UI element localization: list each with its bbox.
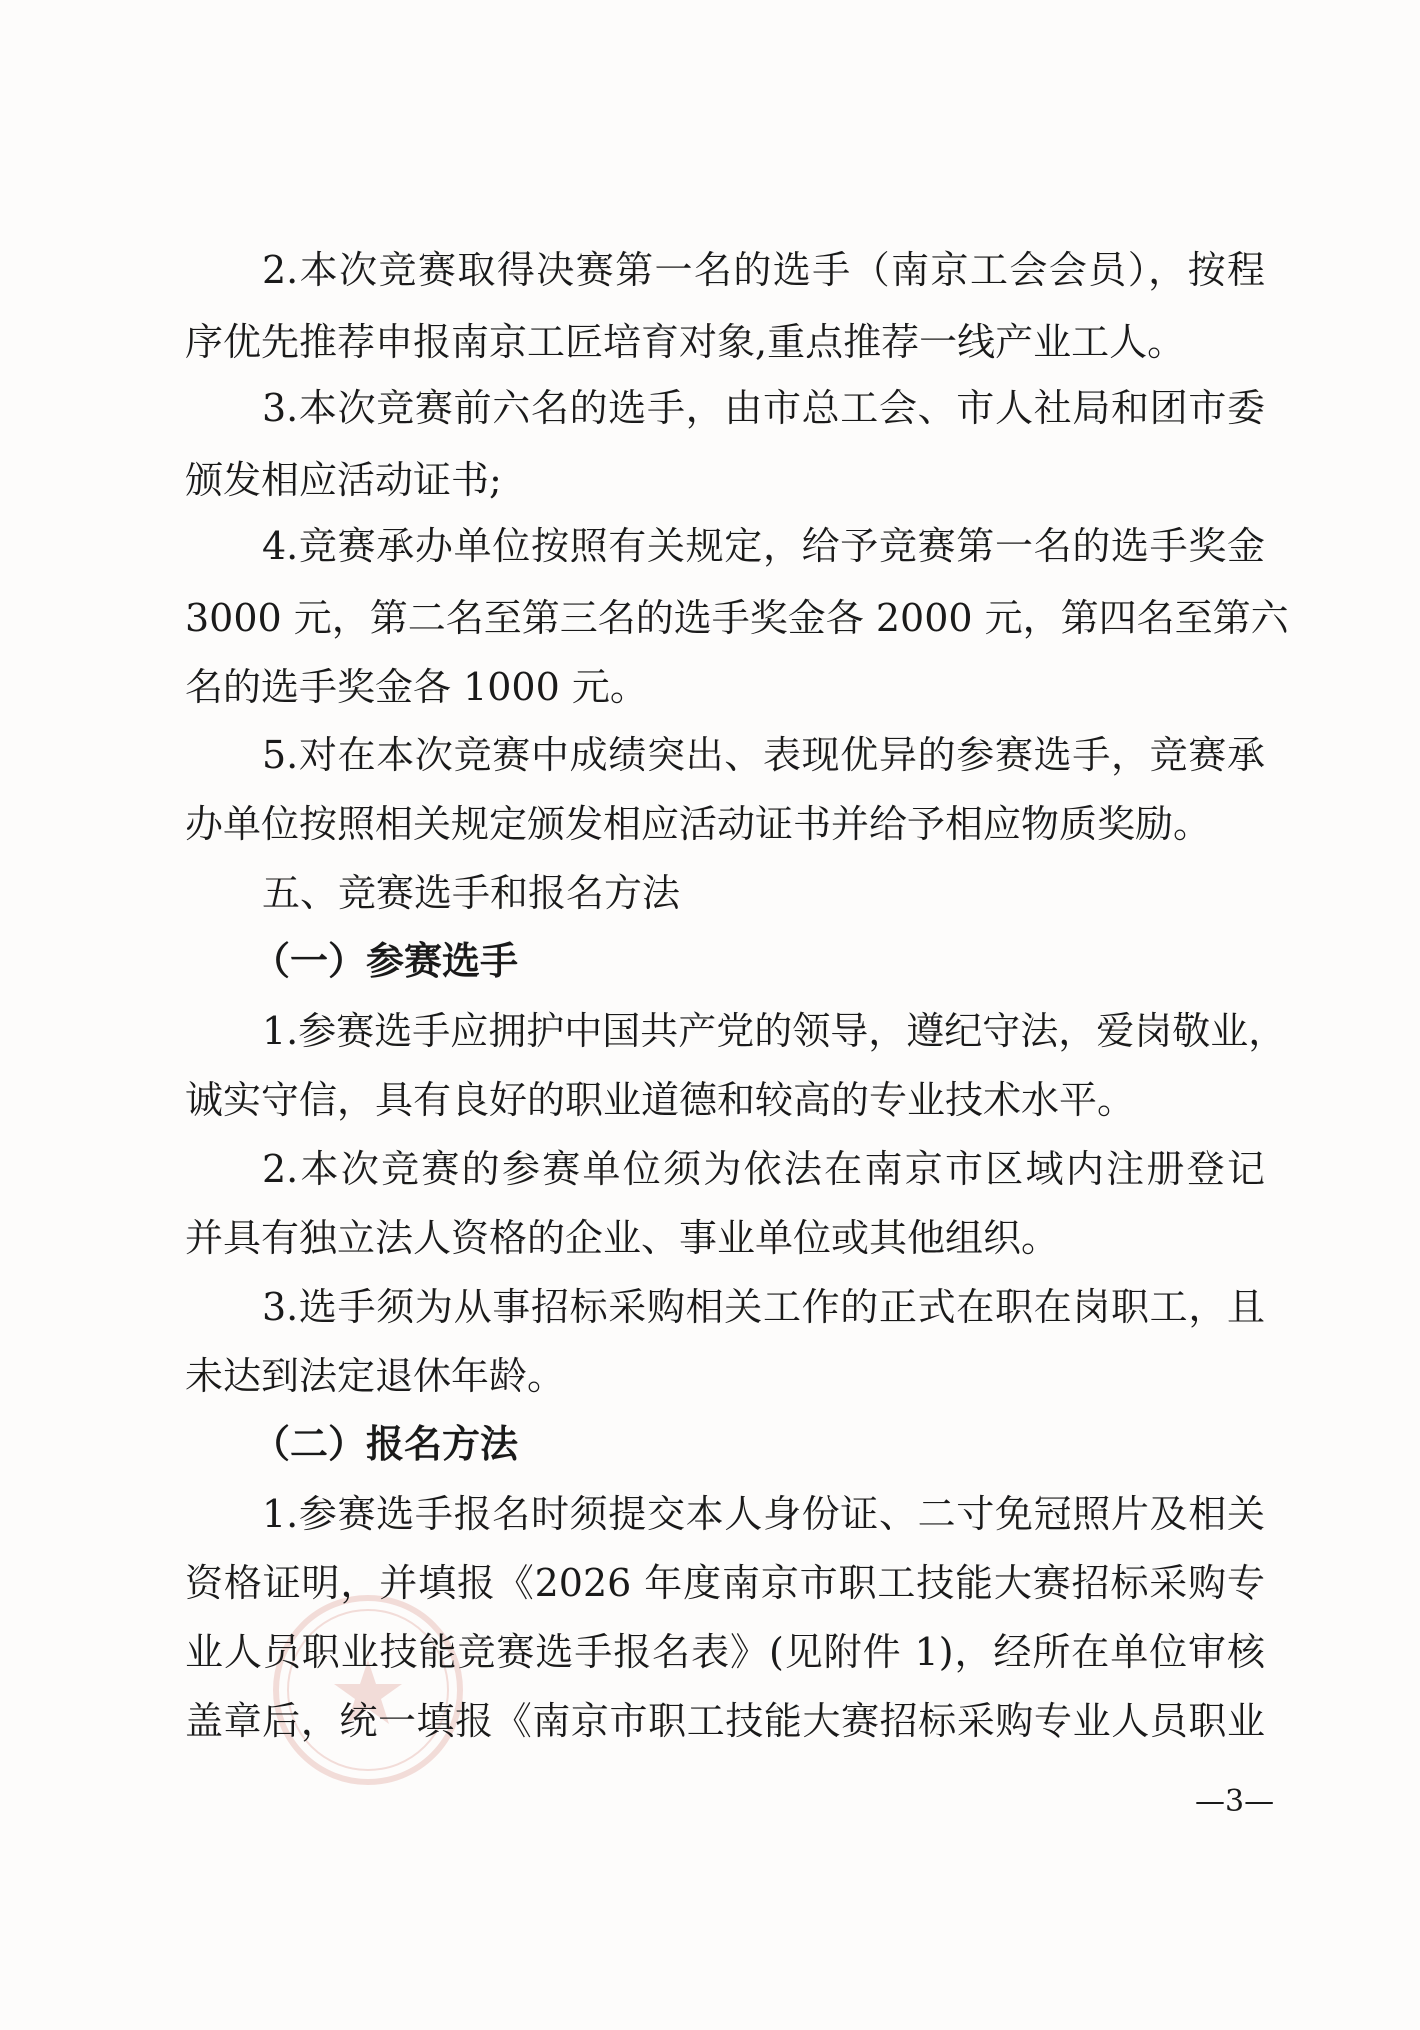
paragraph-line: 名的选手奖金各 1000 元。 xyxy=(185,665,648,709)
paragraph-line: 5.对在本次竞赛中成绩突出、表现优异的参赛选手，竞赛承 xyxy=(262,733,1265,777)
paragraph-line: 序优先推荐申报南京工匠培育对象,重点推荐一线产业工人。 xyxy=(185,320,1186,364)
paragraph-line: 1.参赛选手报名时须提交本人身份证、二寸免冠照片及相关 xyxy=(262,1492,1265,1536)
paragraph-line: 盖章后，统一填报《南京市职工技能大赛招标采购专业人员职业 xyxy=(185,1699,1265,1743)
section-heading: 五、竞赛选手和报名方法 xyxy=(262,871,681,915)
paragraph-line: 1.参赛选手应拥护中国共产党的领导，遵纪守法，爱岗敬业， xyxy=(262,1009,1287,1053)
paragraph-line: 2.本次竞赛取得决赛第一名的选手（南京工会会员），按程 xyxy=(262,248,1265,292)
subsection-heading: （一）参赛选手 xyxy=(252,938,519,983)
paragraph-line: 业人员职业技能竞赛选手报名表》(见附件 1)，经所在单位审核 xyxy=(185,1630,1265,1674)
paragraph-line: 3.选手须为从事招标采购相关工作的正式在职在岗职工，且 xyxy=(262,1285,1265,1329)
paragraph-line: 办单位按照相关规定颁发相应活动证书并给予相应物质奖励。 xyxy=(185,802,1212,846)
paragraph-line: 未达到法定退休年龄。 xyxy=(185,1354,566,1398)
subsection-heading: （二）报名方法 xyxy=(252,1421,519,1466)
page-number: —3— xyxy=(1195,1784,1275,1819)
official-seal-icon xyxy=(268,1590,468,1790)
paragraph-line: 诚实守信，具有良好的职业道德和较高的专业技术水平。 xyxy=(185,1078,1136,1122)
paragraph-line: 资格证明，并填报《2026 年度南京市职工技能大赛招标采购专 xyxy=(185,1561,1265,1605)
paragraph-line: 4.竞赛承办单位按照有关规定，给予竞赛第一名的选手奖金 xyxy=(262,524,1265,568)
paragraph-line: 并具有独立法人资格的企业、事业单位或其他组织。 xyxy=(185,1216,1060,1260)
paragraph-line: 颁发相应活动证书; xyxy=(185,458,502,502)
paragraph-line: 3000 元，第二名至第三名的选手奖金各 2000 元，第四名至第六 xyxy=(185,596,1289,640)
paragraph-line: 2.本次竞赛的参赛单位须为依法在南京市区域内注册登记 xyxy=(262,1147,1265,1191)
paragraph-line: 3.本次竞赛前六名的选手，由市总工会、市人社局和团市委 xyxy=(262,386,1265,430)
